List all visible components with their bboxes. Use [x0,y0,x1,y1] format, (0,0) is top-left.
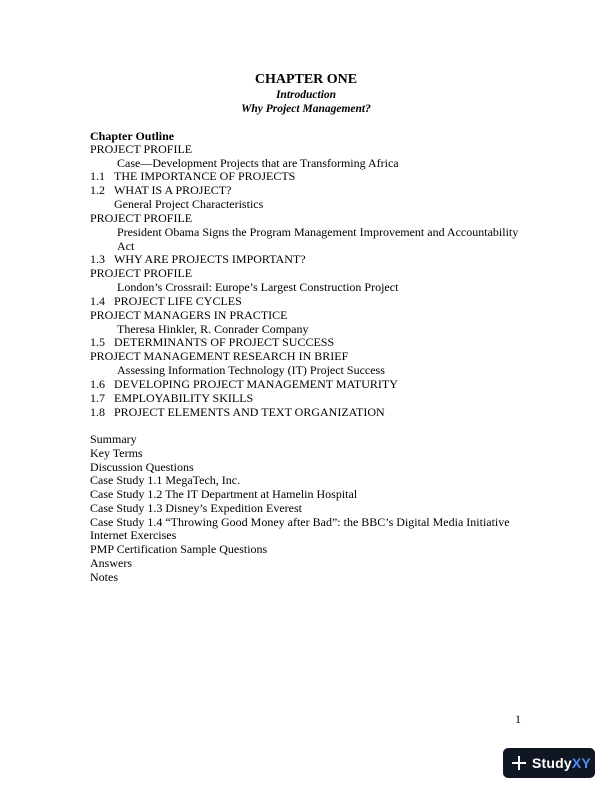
outline-line: PROJECT PROFILE [90,266,193,280]
outline-line: General Project Characteristics [114,197,264,211]
outline-line: Theresa Hinkler, R. Conrader Company [117,322,309,336]
list-item: Case Study 1.4 “Throwing Good Money after Bad”: the BBC’s Digital Media Initiative [90,514,510,529]
outline-line: 1.5 DETERMINANTS OF PROJECT SUCCESS [90,335,335,349]
studyxy-badge[interactable] [503,748,595,778]
outline-line: President Obama Signs the Program Management Improvement and Accountability [117,225,519,239]
outline-line: PROJECT MANAGEMENT RESEARCH IN BRIEF [90,349,349,363]
page-number: 1 [515,712,521,726]
outline-line: 1.8 PROJECT ELEMENTS AND TEXT ORGANIZATION [90,405,385,419]
outline-line: Case—Development Projects that are Transforming Africa [117,156,399,170]
outline-line: 1.6 DEVELOPING PROJECT MANAGEMENT MATURITY [90,377,398,391]
chapter-question: Why Project Management? [241,103,371,115]
list-item: Key Terms [90,445,143,460]
list-item: Case Study 1.1 MegaTech, Inc. [90,473,241,488]
chapter-subtitle: Introduction [275,89,337,101]
outline-line: 1.2 WHAT IS A PROJECT? [90,183,232,197]
list-item: Summary [90,432,137,446]
plus-icon [512,756,526,770]
chapter-title: CHAPTER ONE [254,72,358,87]
outline-line: 1.1 THE IMPORTANCE OF PROJECTS [90,169,296,183]
list-item: Discussion Questions [90,459,194,474]
brand-logo: StudyXY [532,755,591,771]
list-item: Notes [90,569,118,584]
outline-line: PROJECT MANAGERS IN PRACTICE [90,308,288,322]
list-item: Answers [90,555,132,570]
outline-line: 1.4 PROJECT LIFE CYCLES [90,294,242,308]
list-item: Case Study 1.3 Disney’s Expedition Everest [90,500,302,515]
outline-line: PROJECT PROFILE [90,142,193,156]
outline-line: 1.3 WHY ARE PROJECTS IMPORTANT? [90,252,306,266]
outline-heading: Chapter Outline [90,129,175,143]
list-item: Internet Exercises [90,528,177,543]
outline-line: Assessing Information Technology (IT) Project Success [117,363,385,377]
outline-line: Act [117,239,135,253]
outline-line: PROJECT PROFILE [90,211,193,225]
end-matter-list [90,433,510,584]
list-item: PMP Certification Sample Questions [90,542,268,556]
outline-line: London’s Crossrail: Europe’s Largest Construction Project [117,280,399,294]
outline-line: 1.7 EMPLOYABILITY SKILLS [90,391,254,405]
list-item: Case Study 1.2 The IT Department at Hamelin Hospital [90,487,358,501]
